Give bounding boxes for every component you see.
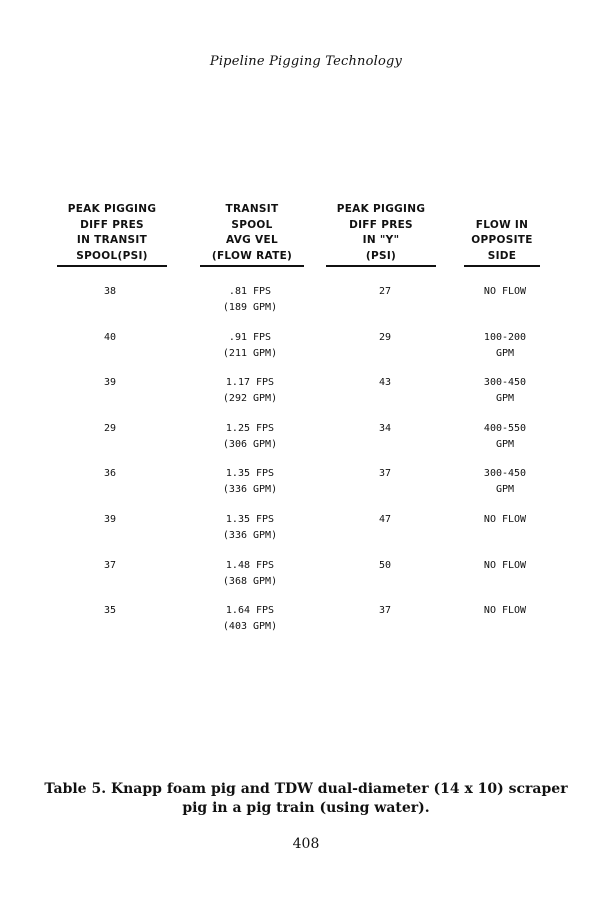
- opposite-flow-cell: NO FLOW: [483, 559, 527, 571]
- transit-pressure-cell: 39: [103, 513, 117, 525]
- opposite-flow-cell: 100-200 GPM: [483, 331, 527, 359]
- velocity-cell: 1.35 FPS (336 GPM): [222, 513, 278, 541]
- table-row: [0, 284, 612, 330]
- header-line: FLOW IN: [475, 218, 529, 231]
- header-line: PEAK PIGGING: [67, 203, 157, 215]
- y-pressure-cell: 37: [378, 468, 392, 480]
- header-line: OPPOSITE: [471, 234, 533, 246]
- velocity-cell: 1.35 FPS (336 GPM): [222, 468, 278, 496]
- velocity-cell: 1.17 FPS (292 GPM): [222, 377, 278, 405]
- caption-line: Table 5. Knapp foam pig and TDW dual-diameter (14 x 10) scraper: [44, 781, 568, 797]
- y-pressure-cell: 50: [378, 559, 392, 571]
- velocity-cell: .91 FPS (211 GPM): [222, 331, 278, 359]
- table-row: [0, 330, 612, 376]
- transit-pressure-cell: 35: [103, 605, 117, 617]
- velocity-cell: 1.64 FPS (403 GPM): [222, 605, 278, 633]
- y-pressure-cell: 43: [378, 377, 392, 389]
- header-line: AVG VEL: [226, 234, 278, 246]
- opposite-flow-cell: 400-550 GPM: [483, 422, 527, 450]
- y-pressure-cell: 34: [378, 422, 392, 434]
- velocity-cell: 1.48 FPS (368 GPM): [222, 559, 278, 587]
- y-pressure-cell: 27: [378, 286, 392, 297]
- header-line: DIFF PRES: [80, 218, 144, 231]
- table-row: [0, 558, 612, 604]
- header-line: (FLOW RATE): [200, 249, 304, 268]
- y-pressure-cell: 29: [378, 331, 392, 343]
- header-line: SPOOL: [231, 218, 273, 231]
- page-number: 408: [292, 836, 320, 852]
- transit-pressure-cell: 36: [103, 468, 117, 480]
- header-line: IN TRANSIT: [76, 234, 148, 246]
- table-row: [0, 466, 612, 512]
- y-pressure-cell: 37: [378, 605, 392, 617]
- transit-pressure-cell: 38: [103, 286, 117, 297]
- transit-pressure-cell: 40: [103, 331, 117, 343]
- header-line: SIDE: [464, 249, 540, 268]
- header-line: SPOOL(PSI): [57, 249, 167, 268]
- transit-pressure-cell: 39: [103, 377, 117, 389]
- header-line: PEAK PIGGING: [336, 203, 426, 215]
- column-header-opposite-flow: [464, 218, 540, 268]
- table-body: [0, 284, 612, 649]
- transit-pressure-cell: 29: [103, 422, 117, 434]
- opposite-flow-cell: NO FLOW: [483, 605, 527, 617]
- header-line: (PSI): [326, 249, 436, 268]
- header-line: DIFF PRES: [349, 218, 413, 231]
- table-row: [0, 603, 612, 649]
- transit-pressure-cell: 37: [103, 559, 117, 571]
- opposite-flow-cell: 300-450 GPM: [483, 377, 527, 405]
- column-header-y-pressure: [326, 202, 436, 267]
- velocity-cell: .81 FPS (189 GPM): [222, 286, 278, 313]
- table-caption: [40, 780, 572, 818]
- velocity-cell: 1.25 FPS (306 GPM): [222, 422, 278, 450]
- table-row: [0, 421, 612, 467]
- y-pressure-cell: 47: [378, 513, 392, 525]
- column-header-transit-pressure: [57, 202, 167, 267]
- header-line: TRANSIT: [225, 203, 279, 215]
- caption-line: pig in a pig train (using water).: [182, 800, 430, 816]
- table-row: [0, 375, 612, 421]
- running-head: Pipeline Pigging Technology: [209, 54, 403, 69]
- opposite-flow-cell: NO FLOW: [483, 286, 527, 297]
- opposite-flow-cell: 300-450 GPM: [483, 468, 527, 496]
- header-line: IN "Y": [362, 234, 400, 246]
- column-header-flow-rate: [200, 202, 304, 267]
- table-row: [0, 512, 612, 558]
- opposite-flow-cell: NO FLOW: [483, 513, 527, 525]
